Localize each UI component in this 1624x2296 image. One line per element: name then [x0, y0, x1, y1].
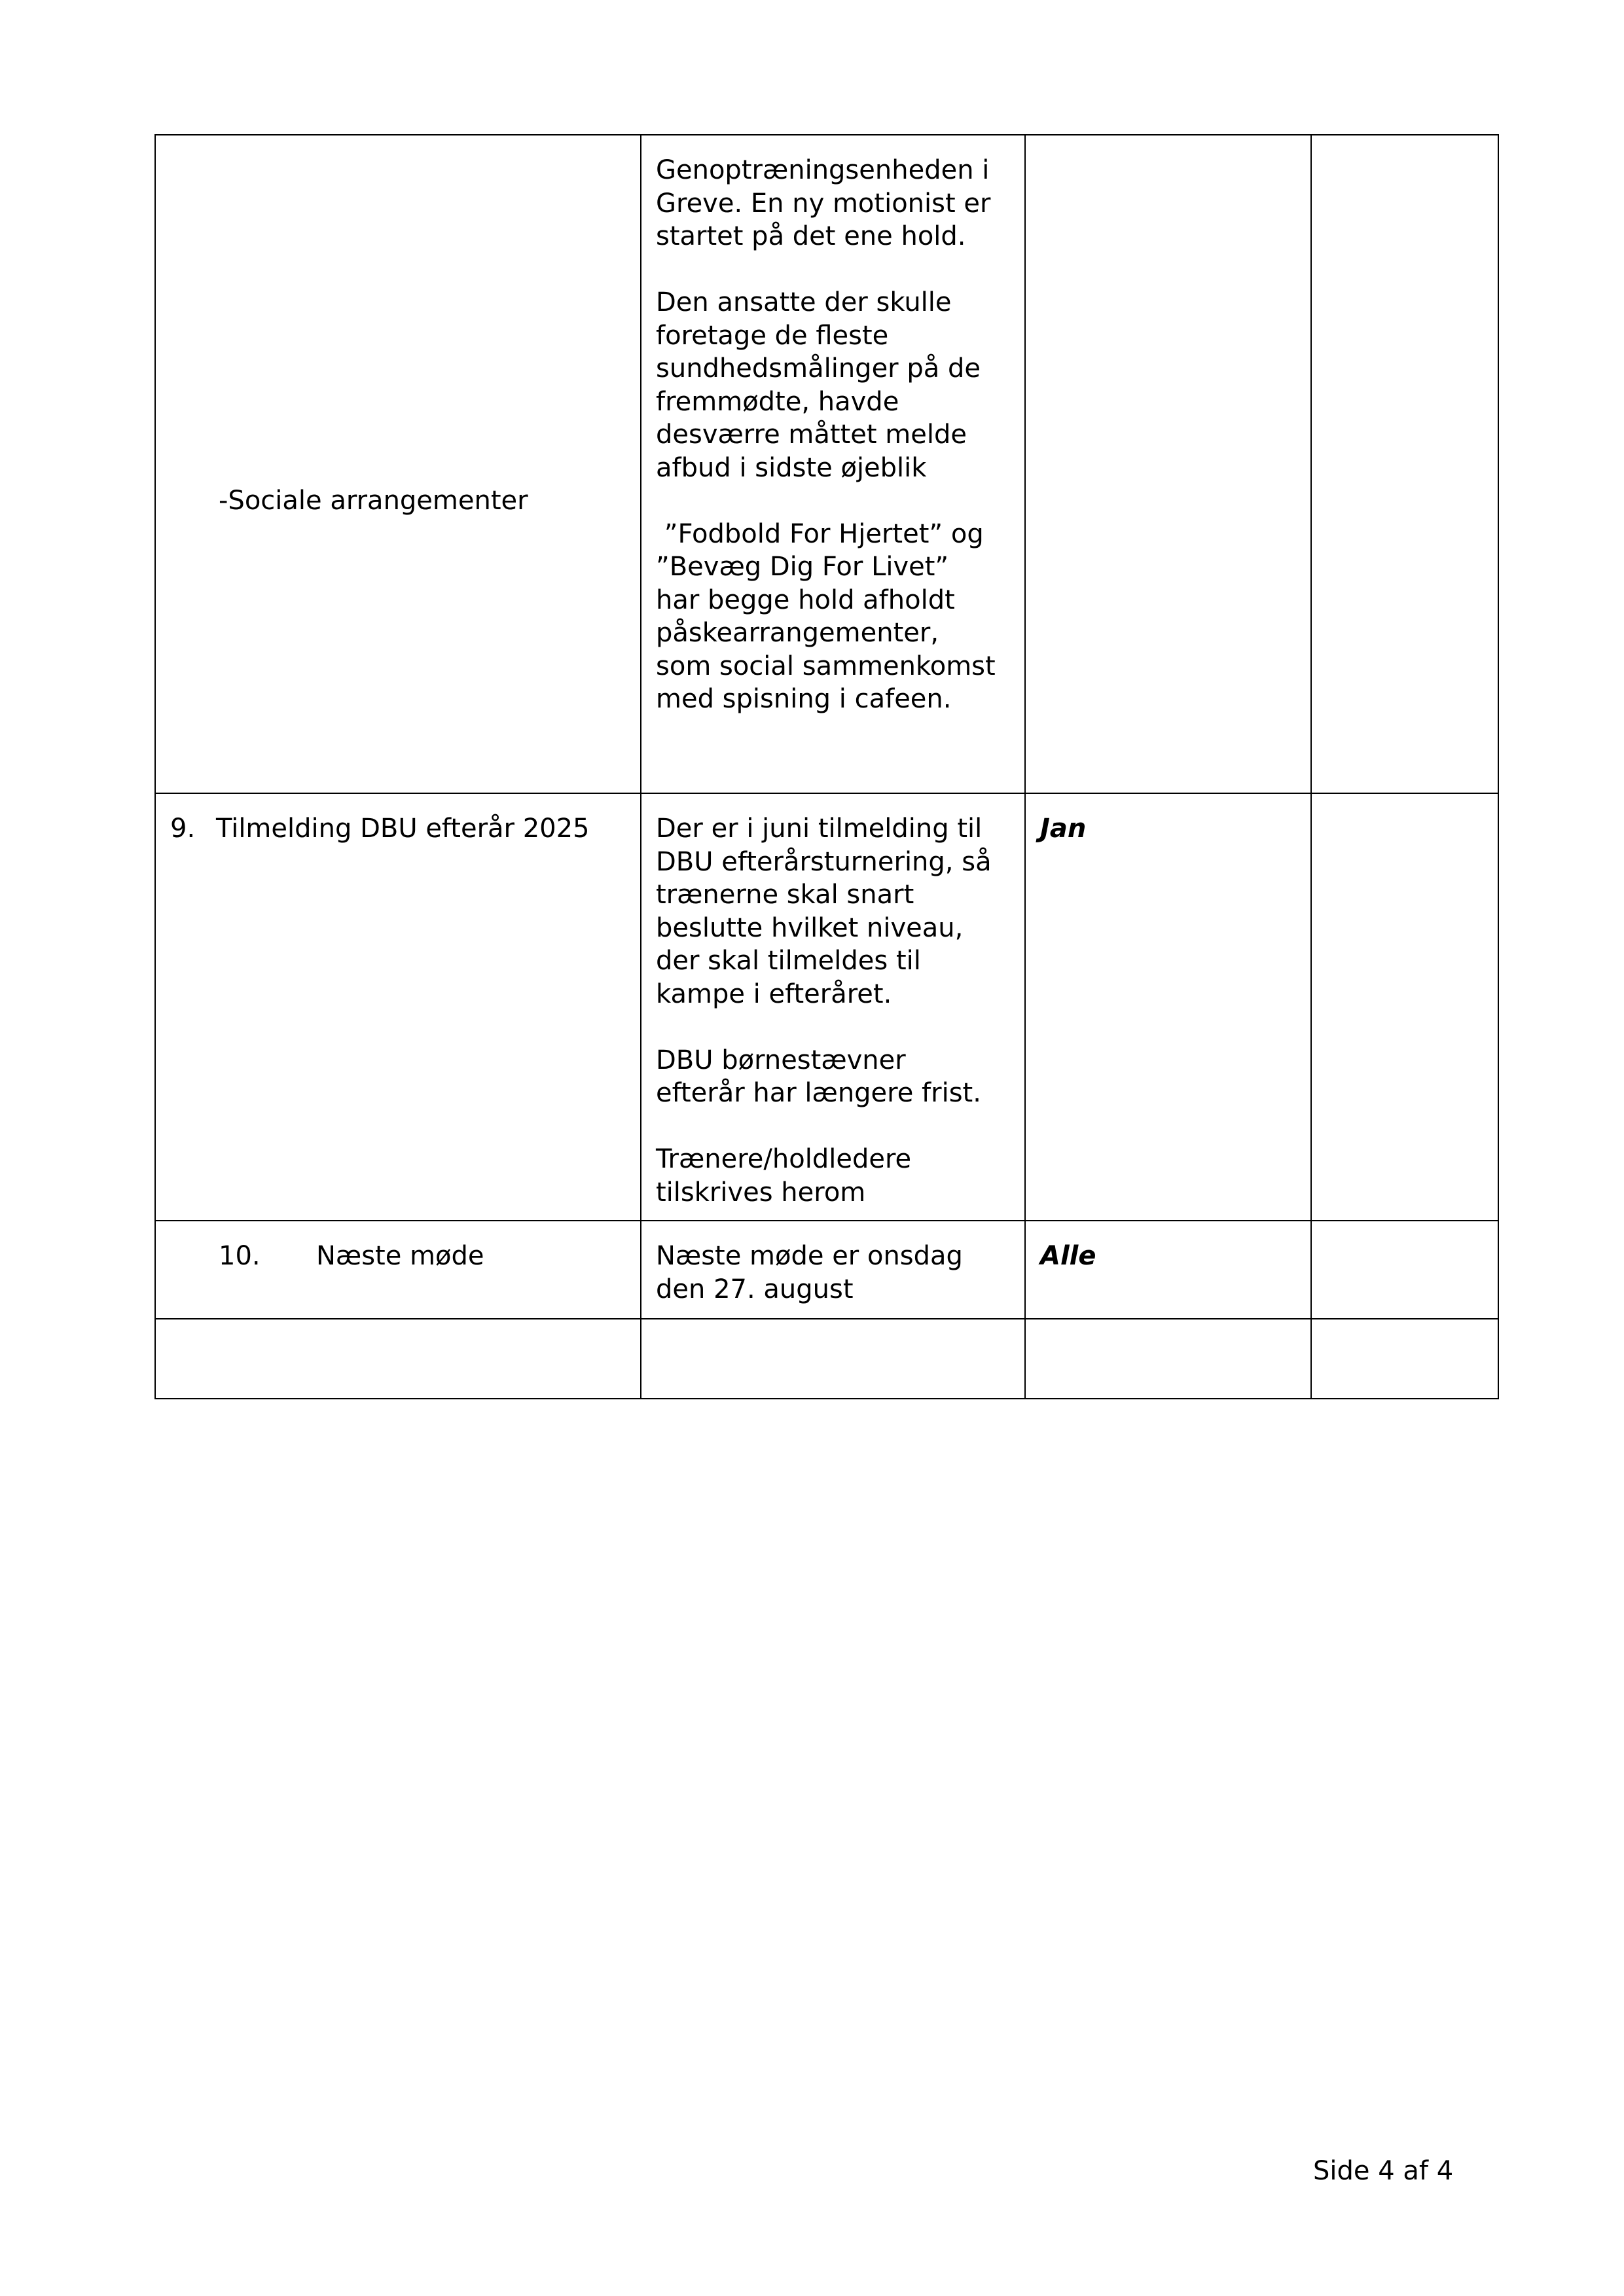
- paragraph: [656, 154, 1013, 253]
- text-line: tilskrives herom: [656, 1177, 866, 1208]
- text-line: kampe i efteråret.: [656, 978, 892, 1009]
- text-line: ”Bevæg Dig For Livet”: [656, 552, 949, 582]
- description-cell: [641, 793, 1025, 1221]
- text-line: som social sammenkomst: [656, 651, 996, 681]
- text-line: Genoptræningsenheden i: [656, 155, 990, 185]
- text-line: Trænere/holdledere: [656, 1144, 912, 1174]
- text-line: der skal tilmeldes til: [656, 946, 921, 976]
- notes-cell: [1311, 793, 1498, 1221]
- text-line: har begge hold afholdt: [656, 584, 955, 615]
- table-row: [155, 1221, 1498, 1319]
- table-row: [155, 793, 1498, 1221]
- paragraph: [656, 286, 1013, 484]
- description-cell: [641, 135, 1025, 793]
- text-line: DBU efterårsturnering, så: [656, 846, 992, 877]
- text-line: Der er i juni tilmelding til: [656, 814, 983, 844]
- agenda-item-cell: [155, 1319, 641, 1399]
- description-cell: [641, 1319, 1025, 1399]
- text-line: sundhedsmålinger på de: [656, 353, 981, 384]
- agenda-item-label: Næste møde: [316, 1241, 484, 1271]
- notes-cell: [1311, 135, 1498, 793]
- text-line: ”Fodbold For Hjertet” og: [656, 518, 984, 549]
- paragraph: [656, 812, 1013, 1011]
- responsible-cell: [1025, 1319, 1311, 1399]
- responsible-name: Alle: [1040, 1241, 1096, 1271]
- text-line: fremmødte, havde: [656, 386, 899, 417]
- agenda-item-label: Tilmelding DBU efterår 2025: [216, 814, 590, 844]
- responsible-name: Jan: [1040, 814, 1087, 844]
- agenda-item-number: 9.: [170, 814, 196, 844]
- table-row: [155, 135, 1498, 793]
- table-row: [155, 1319, 1498, 1399]
- text-line: afbud i sidste øjeblik: [656, 452, 927, 483]
- text-line: Greve. En ny motionist er: [656, 188, 991, 219]
- text-line: foretage de fleste: [656, 320, 889, 351]
- agenda-item-cell: [155, 1221, 641, 1319]
- responsible-cell: [1025, 135, 1311, 793]
- responsible-cell: [1025, 1221, 1311, 1319]
- text-line: startet på det ene hold.: [656, 221, 966, 251]
- text-line: med spisning i cafeen.: [656, 684, 952, 714]
- text-line: trænerne skal snart: [656, 880, 914, 910]
- paragraph: [656, 1143, 1013, 1209]
- agenda-item-number: 10.: [219, 1241, 261, 1271]
- text-line: beslutte hvilket niveau,: [656, 912, 964, 943]
- page-number: Side 4 af 4: [1313, 2156, 1454, 2186]
- agenda-table: [154, 134, 1499, 1399]
- agenda-item-cell: [155, 793, 641, 1221]
- paragraph: [656, 518, 1013, 716]
- paragraph: [656, 1044, 1013, 1110]
- notes-cell: [1311, 1221, 1498, 1319]
- agenda-item-cell: [155, 135, 641, 793]
- text-line: Næste møde er onsdag: [656, 1241, 963, 1271]
- text-line: den 27. august: [656, 1274, 854, 1304]
- text-line: efterår har længere frist.: [656, 1078, 981, 1108]
- text-line: desværre måttet melde: [656, 420, 967, 450]
- description-cell: [641, 1221, 1025, 1319]
- text-line: Den ansatte der skulle: [656, 287, 952, 317]
- notes-cell: [1311, 1319, 1498, 1399]
- responsible-cell: [1025, 793, 1311, 1221]
- text-line: DBU børnestævner: [656, 1045, 906, 1075]
- text-line: påskearrangementer,: [656, 618, 939, 648]
- agenda-item-label: -Sociale arrangementer: [219, 486, 528, 516]
- paragraph: [656, 1240, 1013, 1306]
